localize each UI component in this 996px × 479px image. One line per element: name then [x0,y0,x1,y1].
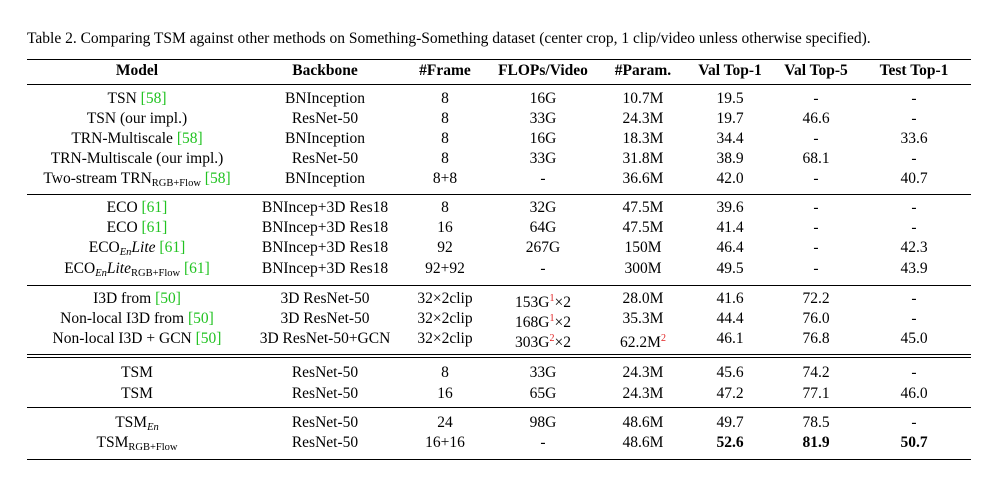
backbone-cell: ResNet-50 [291,385,359,402]
citation-link: [61] [141,199,168,216]
flops-cell [489,413,597,433]
params-value: 24.3M [622,110,664,127]
val-top1-cell: 49.7 [716,414,744,431]
table-row [27,289,971,309]
backbone-cell: ResNet-50 [291,364,359,381]
table-row [27,218,971,238]
flops-value: 98G [529,414,557,431]
params-cell [597,218,689,238]
val-top1-cell: 52.6 [716,434,744,451]
model-name: Two-stream TRN [43,170,152,187]
flops-cell [489,384,597,404]
params-cell [597,238,689,258]
frame-cell: 32×2clip [417,330,473,347]
footnote-marker: 2 [549,333,555,344]
table-row [27,363,971,383]
test-top1-cell: - [911,414,917,431]
double-rule-bottom [27,357,971,358]
frame-cell: 32×2clip [417,310,473,327]
flops-value: 64G [529,219,557,236]
params-cell [597,169,689,189]
val-top5-cell: - [813,90,819,107]
table-row [27,89,971,109]
model-name: ECO [64,260,96,277]
citation-link: [58] [204,170,231,187]
flops-cell [489,238,597,258]
frame-cell: 16+16 [425,434,465,451]
footnote-marker: 1 [549,313,555,324]
model-name: Non-local I3D + GCN [52,330,196,347]
params-value: 28.0M [622,290,664,307]
citation-link: [50] [188,310,214,327]
params-value: 47.5M [622,199,664,216]
header-model: Model [115,62,159,79]
model-cell [27,363,247,383]
params-value: 18.3M [622,130,664,147]
test-top1-cell: - [911,199,917,216]
footnote-marker: 2 [660,333,666,344]
header-flops: FLOPs/Video [498,62,588,79]
params-value: 31.8M [622,150,664,167]
flops-cell [489,329,597,349]
model-name: TSM [96,434,129,451]
model-name: I3D from [93,290,156,307]
val-top5-cell: 78.5 [802,414,830,431]
backbone-cell: BNIncep+3D Res18 [261,219,389,236]
flops-cell [489,289,597,309]
val-top1-cell: 39.6 [716,199,744,216]
flops-value: 16G [529,90,557,107]
val-top1-cell: 42.0 [716,170,744,187]
val-top5-cell: - [813,219,819,236]
flops-cell [489,169,597,189]
model-subscript: RGB+Flow [151,178,201,189]
params-cell [597,433,689,453]
params-value: 48.6M [622,434,664,451]
model-name: TRN-Multiscale (our impl.) [50,150,224,167]
table-row [27,384,971,404]
test-top1-cell: 43.9 [900,260,928,277]
frame-cell: 92+92 [425,260,465,277]
table-row [27,149,971,169]
params-value: 47.5M [622,219,664,236]
table-caption: Table 2. Comparing TSM against other methods on Something-Something dataset (center crop, 1 clip/video unless otherwise specified). [27,30,871,47]
model-cell [27,89,247,109]
backbone-cell: BNInception [284,90,366,107]
params-cell [597,309,689,329]
citation-link: [58] [176,130,203,147]
test-top1-cell: - [911,90,917,107]
params-cell [597,198,689,218]
model-name: TSN (our impl.) [86,110,188,127]
model-cell [27,433,247,453]
table-row [27,329,971,349]
flops-value: 32G [529,199,557,216]
val-top5-cell: 81.9 [802,434,830,451]
header-test-top1: Test Top-1 [879,62,949,79]
flops-value: - [540,434,546,451]
flops-value: - [540,170,546,187]
model-name: TSM [121,385,153,402]
backbone-cell: 3D ResNet-50+GCN [259,330,391,347]
frame-cell: 8 [441,199,449,216]
val-top1-cell: 41.6 [716,290,744,307]
frame-cell: 8+8 [432,170,458,187]
group-rule-3 [27,407,971,408]
test-top1-cell: - [911,290,917,307]
model-cell [27,218,247,238]
params-cell [597,89,689,109]
val-top1-cell: 41.4 [716,219,744,236]
params-cell [597,129,689,149]
model-subscript: En [119,247,132,258]
val-top5-cell: 46.6 [802,110,830,127]
backbone-cell: ResNet-50 [291,414,359,431]
params-cell [597,384,689,404]
test-top1-cell: - [911,150,917,167]
frame-cell: 8 [441,364,449,381]
model-name: ECO [88,239,120,256]
val-top1-cell: 34.4 [716,130,744,147]
model-cell [27,149,247,169]
model-cell [27,384,247,404]
model-name: ECO [106,199,142,216]
backbone-cell: BNIncep+3D Res18 [261,239,389,256]
backbone-cell: 3D ResNet-50 [280,290,370,307]
citation-link: [50] [155,290,181,307]
params-value: 36.6M [622,170,664,187]
frame-cell: 32×2clip [417,290,473,307]
test-top1-cell: 45.0 [900,330,928,347]
test-top1-cell: - [911,110,917,127]
val-top5-cell: 76.0 [802,310,830,327]
flops-value: 267G [525,239,561,256]
flops-cell [489,218,597,238]
flops-cell [489,149,597,169]
flops-cell [489,363,597,383]
double-rule-top [27,354,971,355]
citation-link: [61] [141,219,168,236]
model-variant: Lite [106,260,131,277]
params-value: 48.6M [622,414,664,431]
table-row [27,198,971,218]
table-row [27,109,971,129]
test-top1-cell: - [911,219,917,236]
frame-cell: 92 [437,239,453,256]
params-cell [597,289,689,309]
val-top1-cell: 46.1 [716,330,744,347]
test-top1-cell: - [911,364,917,381]
flops-value: 168G [515,314,550,331]
frame-cell: 8 [441,130,449,147]
table-row [27,169,971,189]
val-top5-cell: 72.2 [802,290,830,307]
frame-cell: 8 [441,90,449,107]
bottom-rule [27,459,971,460]
flops-cell [489,309,597,329]
params-value: 10.7M [622,90,664,107]
test-top1-cell: - [911,310,917,327]
frame-cell: 8 [441,110,449,127]
val-top1-cell: 46.4 [716,239,744,256]
test-top1-cell: 40.7 [900,170,928,187]
backbone-cell: 3D ResNet-50 [280,310,370,327]
header-frame: #Frame [419,62,471,79]
val-top5-cell: 77.1 [802,385,830,402]
params-cell [597,329,689,349]
val-top5-cell: - [813,130,819,147]
table-row [27,129,971,149]
flops-cell [489,129,597,149]
backbone-cell: ResNet-50 [291,434,359,451]
val-top5-cell: 76.8 [802,330,830,347]
table-row [27,238,971,258]
test-top1-cell: 42.3 [900,239,928,256]
backbone-cell: BNInception [284,170,366,187]
model-cell [27,198,247,218]
val-top5-cell: 68.1 [802,150,830,167]
frame-cell: 16 [437,385,453,402]
params-value: 150M [624,239,662,256]
flops-value: 65G [529,385,557,402]
flops-cell [489,109,597,129]
params-cell [597,149,689,169]
params-cell [597,259,689,279]
val-top5-cell: - [813,170,819,187]
model-cell [27,289,247,309]
flops-cell [489,89,597,109]
test-top1-cell: 33.6 [900,130,928,147]
params-cell [597,363,689,383]
params-cell [597,109,689,129]
model-name: ECO [106,219,142,236]
model-variant: Lite [131,239,156,256]
flops-multiplier: ×2 [554,314,571,331]
model-cell [27,413,247,433]
flops-multiplier: ×2 [554,294,571,311]
flops-value: 16G [529,130,557,147]
val-top5-cell: 74.2 [802,364,830,381]
val-top1-cell: 38.9 [716,150,744,167]
model-cell [27,238,247,258]
header-backbone: Backbone [292,62,358,79]
model-cell [27,169,247,189]
citation-link: [58] [140,90,167,107]
params-value: 35.3M [622,310,664,327]
val-top1-cell: 45.6 [716,364,744,381]
val-top1-cell: 44.4 [716,310,744,327]
model-subscript: En [95,268,107,279]
header-val-top5: Val Top-5 [784,62,848,79]
flops-cell [489,198,597,218]
model-name: TSM [115,414,148,431]
flops-value: 303G [515,334,550,351]
model-cell [27,259,247,279]
model-name: Non-local I3D from [60,310,188,327]
test-top1-cell: 46.0 [900,385,928,402]
frame-cell: 24 [437,414,453,431]
model-name: TSN [107,90,141,107]
table-row [27,309,971,329]
header-rule [27,84,971,85]
flops-value: 33G [529,364,557,381]
model-cell [27,309,247,329]
group-rule-1 [27,194,971,195]
citation-link: [50] [195,330,222,347]
flops-multiplier: ×2 [554,334,571,351]
val-top1-cell: 47.2 [716,385,744,402]
val-top5-cell: - [813,199,819,216]
flops-value: 153G [515,294,550,311]
frame-cell: 8 [441,150,449,167]
footnote-marker: 1 [549,293,555,304]
params-value: 62.2M [620,334,661,351]
params-value: 300M [624,260,662,277]
backbone-cell: ResNet-50 [291,110,359,127]
params-value: 24.3M [622,385,664,402]
model-subscript: RGB+Flow [130,268,181,279]
val-top5-cell: - [813,260,819,277]
frame-cell: 16 [437,219,453,236]
val-top1-cell: 19.7 [716,110,744,127]
flops-value: 33G [529,110,557,127]
model-name: TRN-Multiscale [71,130,177,147]
header-params: #Param. [614,62,672,79]
params-value: 24.3M [622,364,664,381]
table-row [27,433,971,453]
params-cell [597,413,689,433]
flops-value: - [540,260,546,277]
group-rule-2 [27,285,971,286]
backbone-cell: ResNet-50 [291,150,359,167]
table-row [27,259,971,279]
header-val-top1: Val Top-1 [698,62,762,79]
val-top1-cell: 49.5 [716,260,744,277]
flops-cell [489,259,597,279]
model-cell [27,109,247,129]
citation-link: [61] [183,260,210,277]
model-cell [27,329,247,349]
backbone-cell: BNInception [284,130,366,147]
model-subscript: En [147,422,159,433]
val-top1-cell: 19.5 [716,90,744,107]
backbone-cell: BNIncep+3D Res18 [261,199,389,216]
table-row [27,413,971,433]
test-top1-cell: 50.7 [900,434,928,451]
backbone-cell: BNIncep+3D Res18 [261,260,389,277]
flops-cell [489,433,597,453]
flops-value: 33G [529,150,557,167]
citation-link: [61] [159,239,186,256]
model-name: TSM [121,364,153,381]
header-row [27,61,971,81]
model-subscript: RGB+Flow [128,442,178,453]
val-top5-cell: - [813,239,819,256]
model-cell [27,129,247,149]
